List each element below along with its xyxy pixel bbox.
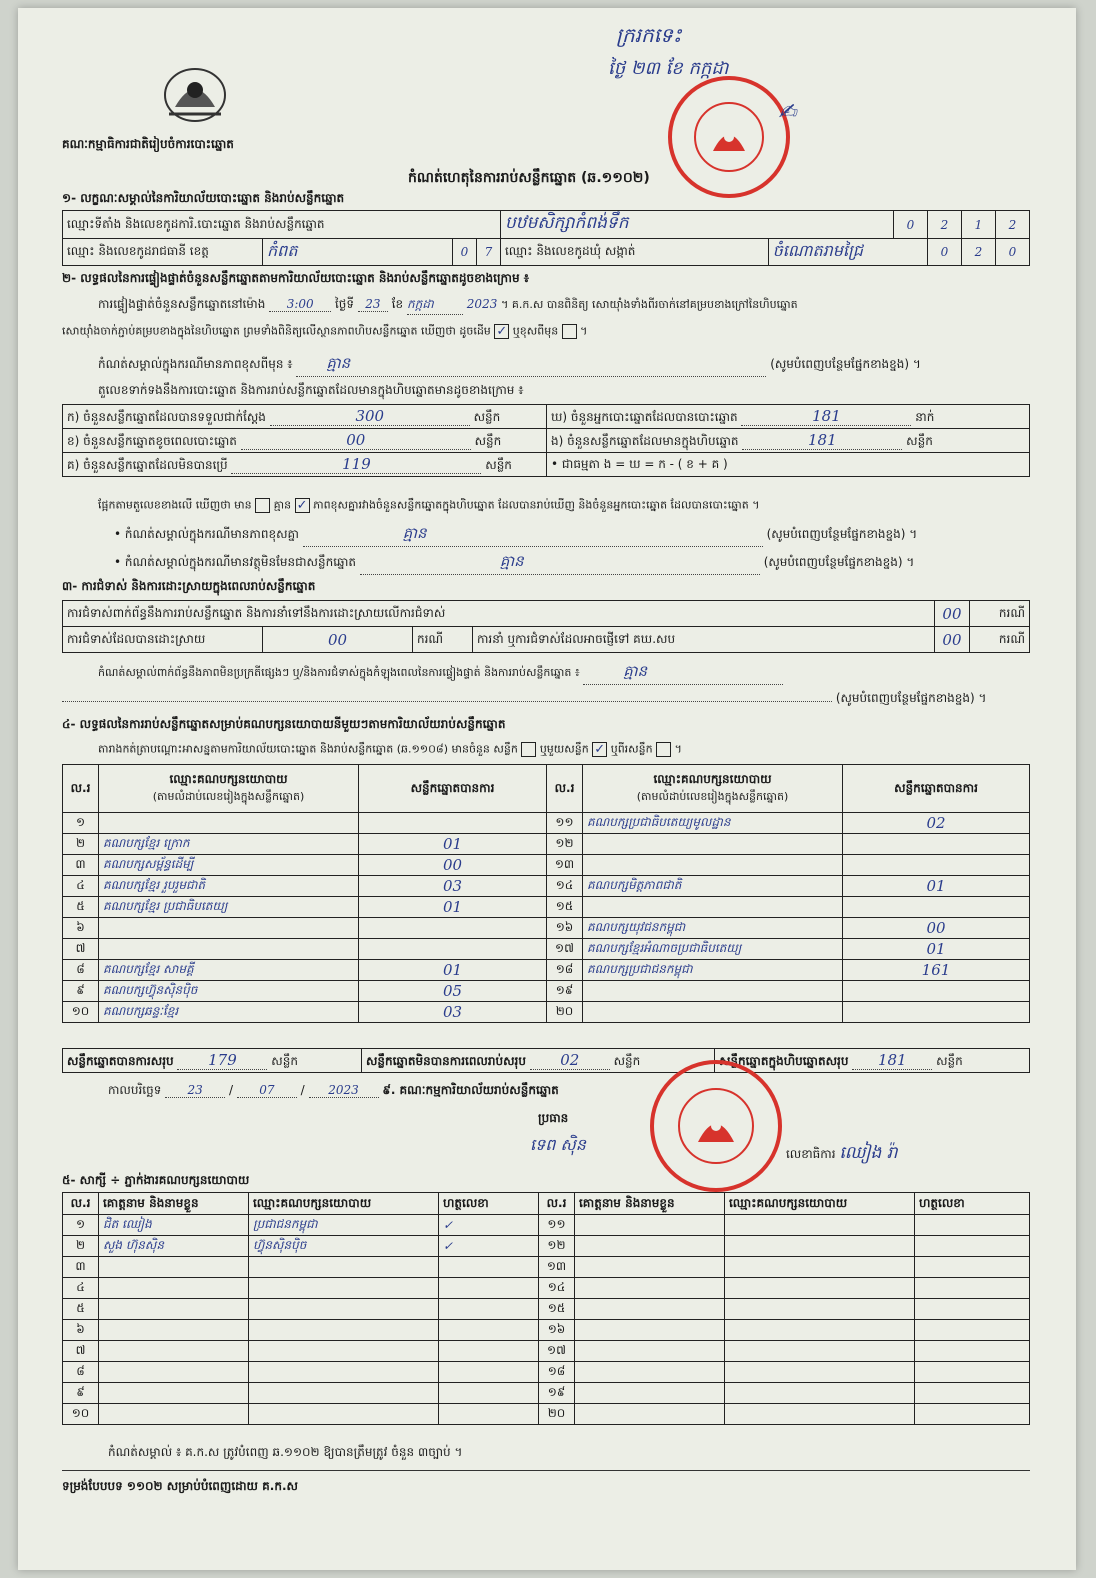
section1-title: ១- លក្ខណៈសម្គាល់នៃការិយាល័យបោះឆ្នោត និងរាប់សន្លឹកឆ្នោត [62, 191, 345, 205]
witness-party [249, 1278, 439, 1299]
province-label: ឈ្មោះ និងលេខកូដរាជធានី ខេត្ត [63, 239, 263, 266]
witness-signature [915, 1362, 1030, 1383]
witness-party [725, 1404, 915, 1425]
total-valid: សន្លឹកឆ្នោតបានការសរុប 179 សន្លឹក [63, 1049, 362, 1073]
witness-signature [915, 1215, 1030, 1236]
witness-signature [439, 1341, 539, 1362]
table-row [63, 1236, 1030, 1257]
row-number: ១៤ [547, 876, 583, 897]
vote-count: 05 [359, 981, 547, 1002]
table-row [63, 1320, 1030, 1341]
row-number: ១៣ [539, 1257, 575, 1278]
witness-signature: ✓ [439, 1215, 539, 1236]
footer-divider [62, 1470, 1030, 1471]
witness-signature [439, 1278, 539, 1299]
witness-signature [915, 1257, 1030, 1278]
party-name: គណបក្សប្រជាធិបតេយ្យមូលដ្ឋាន [583, 813, 843, 834]
vote-count: 03 [359, 876, 547, 897]
witness-party [725, 1383, 915, 1404]
form-title: កំណត់ហេតុនៃការរាប់សន្លឹកឆ្នោត (ឆ.១១០២) [408, 170, 650, 186]
witness-party: ប្រជាជនកម្ពុជា [249, 1215, 439, 1236]
party-name: គណបក្សខ្មែរ សាមគ្គី [99, 960, 359, 981]
vote-count: 01 [359, 834, 547, 855]
witness-signature [439, 1299, 539, 1320]
section1-table [62, 210, 1030, 266]
witness-name [99, 1278, 249, 1299]
witness-party [725, 1215, 915, 1236]
no-difference-checkbox[interactable]: ✓ [295, 498, 310, 513]
table-row [63, 918, 1030, 939]
org-name: គណៈកម្មាធិការជាតិរៀបចំការបោះឆ្នោត [62, 137, 234, 151]
party-name [99, 813, 359, 834]
table-row [63, 1257, 1030, 1278]
row-number: ៩ [63, 981, 99, 1002]
table-row [63, 855, 1030, 876]
row-number: ២០ [547, 1002, 583, 1023]
row-number: ៧ [63, 939, 99, 960]
party-name: គណបក្សខ្មែរ រួបរួមជាតិ [99, 876, 359, 897]
section3-fill: (សូមបំពេញបន្ថែមផ្នែកខាងខ្នង) ។ [62, 690, 986, 708]
witness-party [725, 1320, 915, 1341]
official-stamp-bottom [650, 1060, 782, 1192]
commune-code-digit: 2 [962, 239, 996, 266]
row-number: ១៣ [547, 855, 583, 876]
note-value: គ្មាន [296, 354, 766, 377]
ballot-count-table [62, 404, 1030, 477]
witness-name [575, 1404, 725, 1425]
received-ballots-row: ក) ចំនួនសន្លឹកឆ្នោតដែលបានទទួលជាក់ស្តែង 300 សន្លឹក [63, 405, 547, 429]
party-name: គណបក្សឆន្ទៈខ្មែរ [99, 1002, 359, 1023]
row-number: ១ [63, 1215, 99, 1236]
witness-party [249, 1257, 439, 1278]
day-value: 23 [358, 297, 388, 312]
chair-label: ប្រធាន [538, 1111, 569, 1125]
row-number: ២ [63, 834, 99, 855]
vote-count [359, 813, 547, 834]
witness-name: សួង ហ៊ុនស៊ិន [99, 1236, 249, 1257]
one-sheet-checkbox[interactable] [521, 742, 536, 757]
row-number: ៩ [63, 1383, 99, 1404]
code-digit: 0 [894, 211, 928, 239]
section3-title: ៣- ការជំទាស់ និងការដោះស្រាយក្នុងពេលរាប់សន្លឹកឆ្នោត [62, 579, 316, 593]
party-name [583, 834, 843, 855]
witness-signature [439, 1404, 539, 1425]
witness-signature [915, 1278, 1030, 1299]
col-party: ឈ្មោះគណបក្សនយោបាយ [725, 1193, 915, 1215]
row-number: ៤ [63, 876, 99, 897]
changed-checkbox[interactable] [562, 324, 577, 339]
row-number: ១០ [63, 1404, 99, 1425]
witness-signature: ✓ [439, 1236, 539, 1257]
spoiled-ballots-row: ខ) ចំនួនសន្លឹកឆ្នោតខូចពេលបោះឆ្នោត 00 សន្លឹក [63, 429, 547, 453]
witness-name [575, 1362, 725, 1383]
col-party: ឈ្មោះគណបក្សនយោបាយ (តាមលំដាប់លេខរៀងក្នុងសន្លឹកឆ្នោត) [99, 765, 359, 813]
witness-party [725, 1299, 915, 1320]
handwritten-date: ថ្ងៃ ២៣ ខែ កក្កដា [608, 58, 729, 79]
row-number: ១ [63, 813, 99, 834]
two-sheet-checkbox[interactable]: ✓ [592, 742, 607, 757]
witness-name [575, 1236, 725, 1257]
objection-label: ការជំទាស់ពាក់ព័ន្ធនឹងការរាប់សន្លឹកឆ្នោត និងការនាំទៅនឹងការដោះស្រាយលើការជំទាស់ [63, 601, 935, 627]
table-row [63, 1278, 1030, 1299]
commune-label: ឈ្មោះ និងលេខកូដឃុំ សង្កាត់ [501, 239, 769, 266]
witness-signature [915, 1320, 1030, 1341]
witness-name [99, 1320, 249, 1341]
party-name: គណបក្សខ្មែរអំណាចប្រជាធិបតេយ្យ [583, 939, 843, 960]
party-results-table [62, 764, 1030, 1023]
footnote: កំណត់សម្គាល់ ៖ គ.ក.ស ត្រូវបំពេញ ឆ.១១០២ ឱ្យបានត្រឹមត្រូវ ចំនួន ៣ច្បាប់ ។ [108, 1445, 463, 1459]
vote-count [843, 855, 1030, 876]
three-sheet-checkbox[interactable] [656, 742, 671, 757]
vote-count [843, 834, 1030, 855]
col-name: គោត្តនាម និងនាមខ្លួន [99, 1193, 249, 1215]
row-number: ២ [63, 1236, 99, 1257]
row-number: ៧ [63, 1341, 99, 1362]
emblem-icon [153, 62, 237, 128]
row-number: ១១ [547, 813, 583, 834]
row-number: ១៧ [539, 1341, 575, 1362]
vote-count [843, 897, 1030, 918]
witness-party [725, 1236, 915, 1257]
commune-value: ចំណោតរាមជ្រៃ [768, 239, 927, 266]
witness-signature [439, 1362, 539, 1383]
witness-name [99, 1362, 249, 1383]
witness-name [575, 1215, 725, 1236]
section2-title: ២- លទ្ធផលនៃការផ្ទៀងផ្ទាត់ចំនួនសន្លឹកឆ្នោតតាមការិយាល័យបោះឆ្នោត និងរាប់សន្លឹកឆ្នោតដូចខាងក្រោម ៖ [62, 271, 530, 285]
table-row [63, 1215, 1030, 1236]
table-row [63, 960, 1030, 981]
row-number: ១៤ [539, 1278, 575, 1299]
witness-name [575, 1320, 725, 1341]
row-number: ១៦ [547, 918, 583, 939]
totals-table [62, 1048, 1030, 1073]
col-no: ល.រ [539, 1193, 575, 1215]
same-as-before-checkbox[interactable]: ✓ [494, 324, 509, 339]
witness-party [725, 1278, 915, 1299]
formula-row: • ជាធម្មតា ង = ឃ = ក - ( ខ + គ ) [547, 453, 1030, 477]
party-name [583, 897, 843, 918]
year-value: 2023 [466, 297, 498, 311]
total-invalid: សន្លឹកឆ្នោតមិនបានការពេលរាប់សរុប 02 សន្លឹក [361, 1049, 714, 1073]
section4-title: ៤- លទ្ធផលនៃការរាប់សន្លឹកឆ្នោតសម្រាប់គណបក្សនយោបាយនីមួយៗតាមការិយាល័យរាប់សន្លឹកឆ្នោត [62, 717, 506, 731]
vote-count: 00 [843, 918, 1030, 939]
row-number: ១២ [539, 1236, 575, 1257]
vote-count [359, 918, 547, 939]
table-row [63, 1383, 1030, 1404]
form-sheet [18, 8, 1076, 1570]
voters-voted-row: ឃ) ចំនួនអ្នកបោះឆ្នោតដែលបានបោះឆ្នោត 181 នាក់ [547, 405, 1030, 429]
witness-table [62, 1192, 1030, 1425]
row-number: ១៨ [539, 1362, 575, 1383]
party-name: គណបក្សខ្មែរ ប្រជាធិបតេយ្យ [99, 897, 359, 918]
vote-count: 161 [843, 960, 1030, 981]
vote-count: 01 [843, 939, 1030, 960]
party-name: គណបក្សខ្មែរ ក្រោក [99, 834, 359, 855]
col-sign: ហត្ថលេខា [439, 1193, 539, 1215]
party-name: គណបក្សហ៊្វុនស៊ិនប៉ិច [99, 981, 359, 1002]
witness-name [99, 1299, 249, 1320]
witness-signature [915, 1404, 1030, 1425]
table-row [63, 939, 1030, 960]
unit-label: ករណី [413, 627, 473, 653]
col-party: ឈ្មោះគណបក្សនយោបាយ [249, 1193, 439, 1215]
witness-name [99, 1257, 249, 1278]
witness-signature [439, 1257, 539, 1278]
has-difference-checkbox[interactable] [255, 498, 270, 513]
party-name: គណបក្សមិត្តភាពជាតិ [583, 876, 843, 897]
witness-name [99, 1341, 249, 1362]
secretary-line: លេខាធិការ ឈៀង រ៉ា [786, 1143, 898, 1163]
col-party: ឈ្មោះគណបក្សនយោបាយ (តាមលំដាប់លេខរៀងក្នុងសន្លឹកឆ្នោត) [583, 765, 843, 813]
party-name: គណបក្សសម្ព័ន្ធដើម្បី [99, 855, 359, 876]
witness-signature [439, 1383, 539, 1404]
party-name [99, 939, 359, 960]
witness-name: ជិត ឈៀង [99, 1215, 249, 1236]
table-row [63, 1404, 1030, 1425]
province-value: កំពត [263, 239, 453, 266]
table-row [63, 1002, 1030, 1023]
row-number: ៣ [63, 855, 99, 876]
table-row [63, 1299, 1030, 1320]
section3-note: កំណត់សម្គាល់ពាក់ព័ន្ធនឹងភាពមិនប្រក្រតីផ្សេងៗ ឬ/និងការជំទាស់ក្នុងកំឡុងពេលនៃការផ្ទៀងផ្ទាត់ និងការរាប់សន្លឹកឆ្នោត ៖ គ្មាន [98, 662, 783, 685]
total-in-box: សន្លឹកឆ្នោតក្នុងហិបឆ្នោតសរុប 181 សន្លឹក [714, 1049, 1029, 1073]
col-no: ល.រ [547, 765, 583, 813]
handwritten-note: ក្ររកទេះ [616, 23, 682, 47]
commune-code-digit: 0 [928, 239, 962, 266]
forwarded-label: ការនាំ ឬការជំទាស់ដែលអាចផ្ញើទៅ គឃ.សប [473, 627, 935, 653]
signature-top: ✍︎ [778, 100, 797, 125]
table-row [63, 981, 1030, 1002]
row-number: ១៩ [539, 1383, 575, 1404]
witness-party [249, 1383, 439, 1404]
code-digit: 2 [996, 211, 1030, 239]
row-number: ១០ [63, 1002, 99, 1023]
witness-signature [915, 1236, 1030, 1257]
row-number: ១៨ [547, 960, 583, 981]
bullet1: • កំណត់សម្គាល់ក្នុងករណីមានភាពខុសគ្នា គ្មាន (សូមបំពេញបន្ថែមផ្នែកខាងខ្នង) ។ [114, 524, 917, 547]
table-row [63, 876, 1030, 897]
party-name [583, 981, 843, 1002]
col-name: គោត្តនាម និងនាមខ្លួន [575, 1193, 725, 1215]
location-label: ឈ្មោះទីតាំង និងលេខកូដការិ.បោះឆ្នោត និងរាប់សន្លឹកឆ្នោត [63, 211, 501, 239]
witness-signature [915, 1341, 1030, 1362]
chair-signature: ទេព ស៊ិន [530, 1135, 586, 1154]
witness-party [249, 1341, 439, 1362]
section2-note: កំណត់សម្គាល់ក្នុងករណីមានភាពខុសពីមុន ៖ គ្មាន (សូមបំពេញបន្ថែមផ្នែកខាងខ្នង) ។ [98, 354, 921, 377]
witness-party [249, 1320, 439, 1341]
bullet2: • កំណត់សម្គាល់ក្នុងករណីមានវត្ថុមិនមែនជាសន្លឹកឆ្នោត គ្មាន (សូមបំពេញបន្ថែមផ្នែកខាងខ្នង) ។ [114, 552, 914, 575]
witness-name [99, 1383, 249, 1404]
commune-code-digit: 0 [996, 239, 1030, 266]
row-number: ៦ [63, 1320, 99, 1341]
witness-name [575, 1383, 725, 1404]
witness-name [575, 1341, 725, 1362]
col-votes: សន្លឹកឆ្នោតបានការ [359, 765, 547, 813]
row-number: ១៧ [547, 939, 583, 960]
row-number: ៤ [63, 1278, 99, 1299]
month-value: កក្កដា [407, 296, 463, 315]
unit-label: ករណី [970, 601, 1030, 627]
table-row [63, 897, 1030, 918]
witness-party [725, 1341, 915, 1362]
party-name [583, 1002, 843, 1023]
row-number: ៨ [63, 1362, 99, 1383]
party-name [99, 918, 359, 939]
table-row [63, 1341, 1030, 1362]
witness-name [575, 1299, 725, 1320]
compare-line: ផ្អែកតាមតួលេខខាងលើ ឃើញថា មាន គ្មាន ✓ ភាពខុសគ្នារវាងចំនួនសន្លឹកឆ្នោតក្នុងហិបឆ្នោត ដែលបានរាប់ឃើញ និងចំនួនអ្នកបោះឆ្នោត ដែលបានបោះឆ្នោត ។ [98, 498, 760, 513]
unit-label: ករណី [970, 627, 1030, 653]
table-intro: តួលេខទាក់ទងនឹងការបោះឆ្នោត និងការរាប់សន្លឹកឆ្នោតដែលមានក្នុងហិបឆ្នោតមានដូចខាងក្រោម ៖ [98, 383, 524, 397]
section5-title: ៥- សាក្សី ÷ ភ្នាក់ងារគណបក្សនយោបាយ [62, 1173, 250, 1187]
table-row [63, 1362, 1030, 1383]
row-number: ៣ [63, 1257, 99, 1278]
code-digit: 2 [928, 211, 962, 239]
objection-value: 00 [934, 601, 969, 627]
vote-count: 02 [843, 813, 1030, 834]
row-number: ១៩ [547, 981, 583, 1002]
footer-text: ទម្រង់បែបបទ ១១០២ សម្រាប់បំពេញដោយ គ.ក.ស [62, 1479, 298, 1493]
section2-line2: សោយ៉ាំងចាក់ភ្ជាប់គម្របខាងក្នុងនៃហិបឆ្នោត ព្រមទាំងពិនិត្យលើស្ថានភាពហិបសន្លឹកឆ្នោត ឃើញថា ដូចដើម ✓ ឬខុសពីមុន ។ [62, 324, 588, 339]
party-name: គណបក្សយុវជនកម្ពុជា [583, 918, 843, 939]
section4-intro: តារាងកត់ត្រាបណ្តោះអាសន្នតាមការិយាល័យបោះឆ្នោត និងរាប់សន្លឹកឆ្នោត (ឆ.១១០៨) មានចំនួន សន្លឹក ឬមួយសន្លឹក ✓ ឬពីរសន្លឹក ។ [98, 742, 682, 757]
row-number: ១៦ [539, 1320, 575, 1341]
section2-line1: ការផ្ទៀងផ្ទាត់ចំនួនសន្លឹកឆ្នោតនៅម៉ោង 3:00 ថ្ងៃទី 23 ខែ កក្កដា 2023 ។ គ.ក.ស បានពិនិត្យ សោយ៉ាំងទាំងពីរចាក់នៅគម្របខាងក្រៅនៃហិបឆ្នោត [98, 296, 1038, 315]
vote-count [843, 1002, 1030, 1023]
location-value: បឋមសិក្សាកំពង់ទឹក [501, 211, 894, 239]
vote-count: 01 [843, 876, 1030, 897]
witness-signature [915, 1383, 1030, 1404]
col-no: ល.រ [63, 765, 99, 813]
witness-party [725, 1362, 915, 1383]
date-line: កាលបរិច្ឆេទ 23 / 07 / 2023 ៩. គណៈកម្មការិយាល័យរាប់សន្លឹកឆ្នោត [108, 1083, 559, 1097]
witness-signature [915, 1299, 1030, 1320]
witness-name [575, 1278, 725, 1299]
official-stamp-top [668, 76, 790, 198]
ballots-in-box-row: ង) ចំនួនសន្លឹកឆ្នោតដែលមានក្នុងហិបឆ្នោត 181 សន្លឹក [547, 429, 1030, 453]
witness-party [249, 1404, 439, 1425]
witness-name [575, 1257, 725, 1278]
time-value: 3:00 [269, 297, 331, 312]
unused-ballots-row: គ) ចំនួនសន្លឹកឆ្នោតដែលមិនបានប្រើ 119 សន្លឹក [63, 453, 547, 477]
vote-count: 01 [359, 960, 547, 981]
witness-name [99, 1404, 249, 1425]
table-row [63, 813, 1030, 834]
table-row [63, 834, 1030, 855]
code-digit: 1 [962, 211, 996, 239]
row-number: ១២ [547, 834, 583, 855]
vote-count: 03 [359, 1002, 547, 1023]
col-votes: សន្លឹកឆ្នោតបានការ [843, 765, 1030, 813]
col-no: ល.រ [63, 1193, 99, 1215]
row-number: ១១ [539, 1215, 575, 1236]
row-number: ១៥ [547, 897, 583, 918]
province-code-digit: 7 [477, 239, 501, 266]
witness-party [725, 1257, 915, 1278]
row-number: ១៥ [539, 1299, 575, 1320]
col-sign: ហត្ថលេខា [915, 1193, 1030, 1215]
vote-count [359, 939, 547, 960]
vote-count: 00 [359, 855, 547, 876]
section3-table [62, 600, 1030, 653]
party-name: គណបក្សប្រជាជនកម្ពុជា [583, 960, 843, 981]
witness-party [249, 1299, 439, 1320]
row-number: ២០ [539, 1404, 575, 1425]
party-name [583, 855, 843, 876]
forwarded-value: 00 [934, 627, 969, 653]
vote-count: 01 [359, 897, 547, 918]
witness-party [249, 1362, 439, 1383]
witness-party: ហ៊្វុនស៊ិនប៉ិច [249, 1236, 439, 1257]
row-number: ៥ [63, 897, 99, 918]
row-number: ៨ [63, 960, 99, 981]
row-number: ៥ [63, 1299, 99, 1320]
province-code-digit: 0 [453, 239, 477, 266]
resolved-value: 00 [263, 627, 413, 653]
resolved-label: ការជំទាស់ដែលបានដោះស្រាយ [63, 627, 263, 653]
vote-count [843, 981, 1030, 1002]
row-number: ៦ [63, 918, 99, 939]
witness-signature [439, 1320, 539, 1341]
